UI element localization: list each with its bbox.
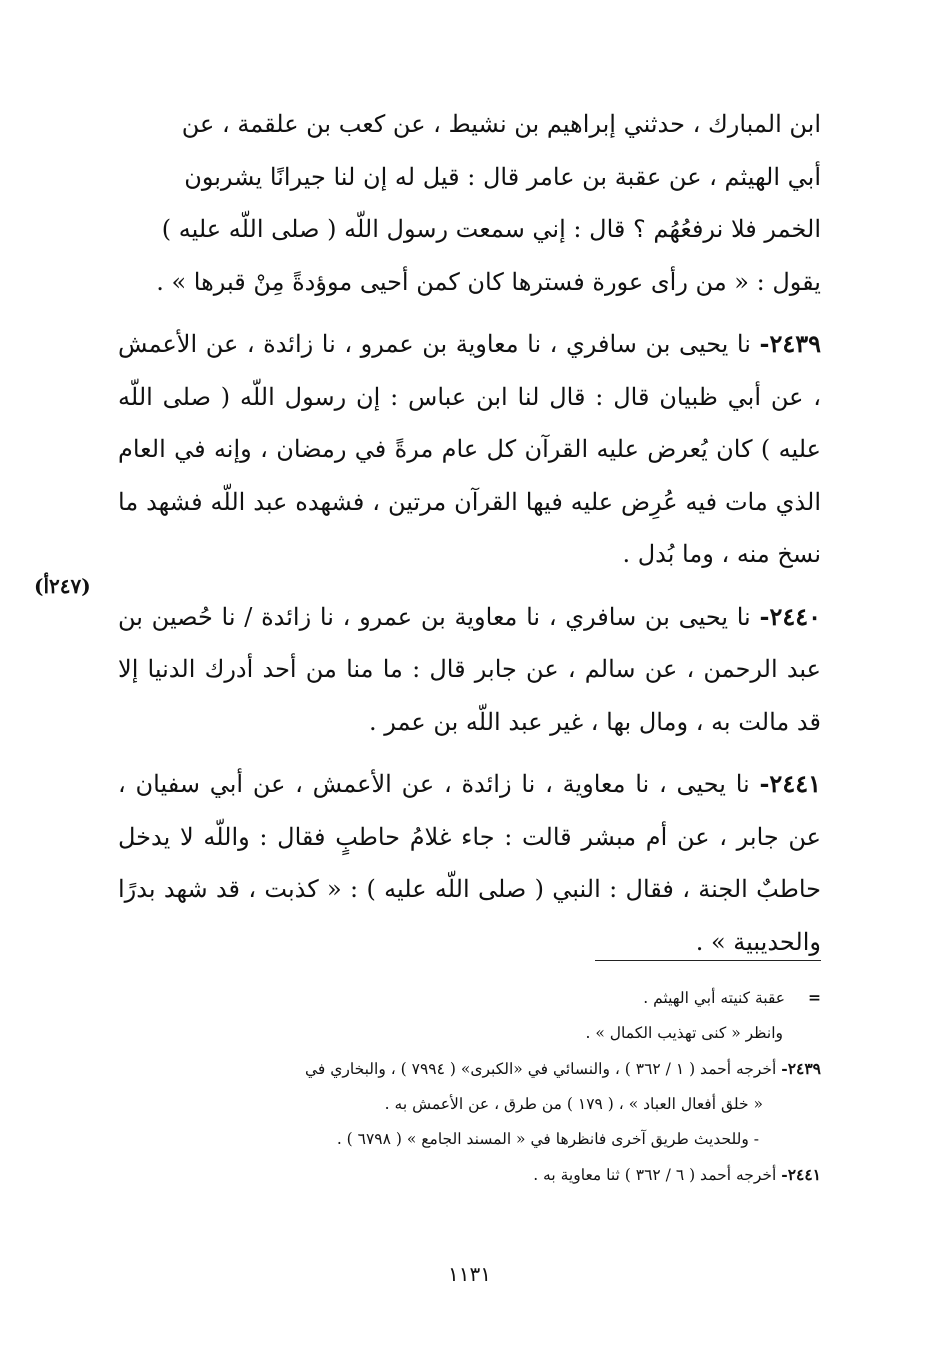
- footnote-line: « خلق أفعال العباد » ، ( ١٧٩ ) من طرق ، عن الأعمش به .: [384, 1095, 763, 1113]
- hadith-2439: [118, 318, 821, 581]
- page-number: ١١٣١: [448, 1262, 491, 1286]
- intro-line-1: ابن المبارك ، حدثني إبراهيم بن نشيط ، عن كعب بن علقمة ، عن: [181, 110, 821, 138]
- hadith-text: نا يحيى بن سافري ، نا معاوية بن عمرو ، نا زائدة ، عن الأعمش ، عن أبي ظبيان قال : قال لنا ابن عباس : إن رسول اللّه ( صلى اللّه عليه ) كان يُعرض عليه القرآن كل عام مرةً في رمضان ، وإنه في العام الذي مات فيه عُرِض عليه فيها القرآن مرتين ، فشهده عبد اللّه فشهد ما نسخ منه ، وما بُدل .: [118, 330, 821, 568]
- paragraph-gap: [118, 748, 821, 758]
- hadith-text: نا يحيى ، نا معاوية ، نا زائدة ، عن الأعمش ، عن أبي سفيان ، عن جابر ، عن أم مبشر قالت : جاء غلامُ حاطبٍ فقال : واللّه لا يدخل حاطبٌ الجنة ، فقال : النبي ( صلى اللّه عليه ) : « كذبت ، قد شهد بدرًا والحديبية » .: [118, 770, 821, 956]
- hadith-number: ٢٤٤١-: [759, 769, 821, 798]
- paragraph-gap: [118, 308, 821, 318]
- intro-line-4: يقول : « من رأى عورة فسترها كان كمن أحيى موؤدةً مِنْ قبرها » .: [156, 267, 821, 296]
- footnote-text: عقبة كنيته أبي الهيثم .: [643, 989, 786, 1007]
- footnote-number: ٢٤٣٩-: [781, 1059, 821, 1078]
- continuation-mark: =: [808, 988, 821, 1007]
- hadith-2440: [118, 591, 821, 749]
- footnote-divider: [595, 960, 821, 961]
- footnote-number: ٢٤٤١-: [781, 1165, 821, 1184]
- footnote-text: أخرجه أحمد ( ٦ / ٣٦٢ ) ثنا معاوية به .: [533, 1166, 777, 1184]
- hadith-number: ٢٤٤٠-: [759, 601, 821, 631]
- footnote-line: - وللحديث طريق آخرى فانظرها في « المسند الجامع » ( ٦٧٩٨ ) .: [336, 1130, 759, 1148]
- intro-line-2: أبي الهيثم ، عن عقبة بن عامر قال : قيل له إن لنا جيرانًا يشربون: [184, 162, 821, 191]
- manuscript-folio-ref: (٢٤٧أ): [34, 574, 91, 598]
- footnote-line: وانظر « كنى تهذيب الكمال » .: [585, 1024, 783, 1042]
- intro-line-3: الخمر فلا نرفعُهُم ؟ قال : إني سمعت رسول اللّه ( صلى اللّه عليه ): [161, 215, 821, 243]
- hadith-2441: [118, 758, 821, 968]
- footnotes: [118, 980, 821, 1193]
- paragraph-gap: [118, 581, 821, 591]
- main-text: [118, 98, 821, 968]
- footnote-line: [118, 1157, 821, 1193]
- footnote-line: [118, 980, 821, 1016]
- footnote-line: [118, 1051, 821, 1087]
- footnote-text: أخرجه أحمد ( ١ / ٣٦٢ ) ، والنسائي في «الكبرى» ( ٧٩٩٤ ) ، والبخاري في: [305, 1060, 777, 1078]
- hadith-number: ٢٤٣٩-: [759, 329, 822, 358]
- hadith-text: نا يحيى بن سافري ، نا معاوية بن عمرو ، نا زائدة / نا حُصين بن عبد الرحمن ، عن سالم ، عن جابر قال : ما منا من أحد أدرك الدنيا إلا قد مالت به ، ومال بها ، غير عبد اللّه بن عمر .: [118, 602, 821, 736]
